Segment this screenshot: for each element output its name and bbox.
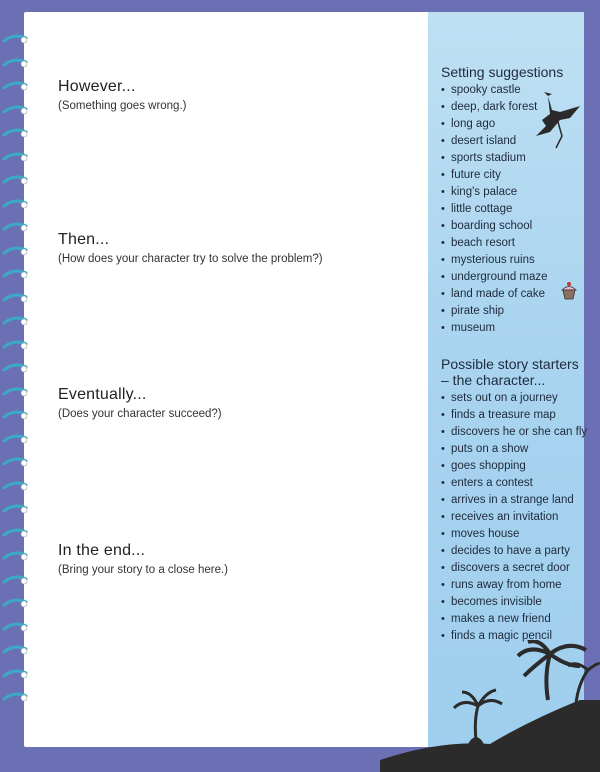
prompt-hint: (Does your character succeed?) (58, 408, 222, 420)
bullet: • (441, 271, 445, 283)
spiral-coil (2, 340, 28, 351)
list-item-text: land made of cake (451, 288, 545, 300)
starter-item (441, 577, 591, 594)
story-starters (441, 356, 591, 645)
list-item-text: discovers he or she can fly (451, 426, 588, 438)
spiral-coil (2, 128, 28, 139)
spiral-coil (2, 58, 28, 69)
list-item-text: sports stadium (451, 152, 526, 164)
bullet: • (441, 254, 445, 266)
bullet: • (441, 630, 445, 642)
bullet: • (441, 152, 445, 164)
list-item-text: receives an invitation (451, 511, 559, 523)
bullet: • (441, 220, 445, 232)
list-item-text: sets out on a journey (451, 392, 558, 404)
starters-subtitle: – the character... (441, 372, 546, 388)
starter-item (441, 441, 591, 458)
spiral-coil (2, 692, 28, 703)
starter-item (441, 424, 591, 441)
setting-item (441, 252, 581, 269)
spiral-coil (2, 551, 28, 562)
spiral-coil (2, 34, 28, 45)
spiral-coil (2, 481, 28, 492)
spiral-coil (2, 222, 28, 233)
bullet: • (441, 579, 445, 591)
prompt-however (58, 78, 186, 112)
bullet: • (441, 322, 445, 334)
spiral-coil (2, 598, 28, 609)
bullet: • (441, 186, 445, 198)
starter-item (441, 390, 591, 407)
setting-title: Setting suggestions (441, 64, 564, 80)
spiral-coil (2, 575, 28, 586)
starter-item (441, 492, 591, 509)
starter-item (441, 611, 591, 628)
bullet: • (441, 305, 445, 317)
spiral-coil (2, 199, 28, 210)
list-item-text: arrives in a strange land (451, 494, 574, 506)
list-item-text: runs away from home (451, 579, 562, 591)
list-item-text: spooky castle (451, 84, 521, 96)
spiral-coil (2, 504, 28, 515)
setting-item (441, 167, 581, 184)
bullet: • (441, 443, 445, 455)
list-item-text: long ago (451, 118, 496, 130)
list-item-text: pirate ship (451, 305, 505, 317)
starters-title: Possible story starters (441, 356, 579, 372)
spiral-coil (2, 434, 28, 445)
list-item-text: deep, dark forest (451, 101, 538, 113)
setting-item (441, 218, 581, 235)
list-item-text: goes shopping (451, 460, 526, 472)
starter-item (441, 407, 591, 424)
bullet: • (441, 528, 445, 540)
spiral-coil (2, 645, 28, 656)
prompt-heading: Eventually... (58, 386, 147, 403)
spiral-coil (2, 528, 28, 539)
bullet: • (441, 596, 445, 608)
list-item-text: puts on a show (451, 443, 529, 455)
list-item-text: decides to have a party (451, 545, 570, 557)
bullet: • (441, 135, 445, 147)
setting-item (441, 184, 581, 201)
list-item-text: beach resort (451, 237, 515, 249)
spiral-coil (2, 669, 28, 680)
pterodactyl-icon (530, 92, 586, 150)
list-item-text: finds a magic pencil (451, 630, 552, 642)
list-item-text: moves house (451, 528, 520, 540)
bullet: • (441, 545, 445, 557)
list-item-text: finds a treasure map (451, 409, 556, 421)
spiral-binding (0, 34, 30, 734)
list-item-text: desert island (451, 135, 517, 147)
palm-island-icon (380, 640, 600, 772)
bullet: • (441, 477, 445, 489)
bullet: • (441, 237, 445, 249)
starter-item (441, 475, 591, 492)
prompt-heading: Then... (58, 231, 110, 248)
starter-item (441, 560, 591, 577)
setting-item (441, 235, 581, 252)
spiral-coil (2, 269, 28, 280)
spiral-coil (2, 410, 28, 421)
bullet: • (441, 511, 445, 523)
bullet: • (441, 288, 445, 300)
setting-item (441, 201, 581, 218)
starter-item (441, 526, 591, 543)
list-item-text: boarding school (451, 220, 533, 232)
bullet: • (441, 392, 445, 404)
spiral-coil (2, 316, 28, 327)
setting-item (441, 320, 581, 337)
bullet: • (441, 169, 445, 181)
list-item-text: museum (451, 322, 496, 334)
bullet: • (441, 494, 445, 506)
list-item-text: little cottage (451, 203, 513, 215)
starters-list (441, 390, 591, 645)
cupcake-icon (560, 281, 578, 301)
spiral-coil (2, 105, 28, 116)
spiral-coil (2, 457, 28, 468)
list-item-text: enters a contest (451, 477, 533, 489)
starter-item (441, 594, 591, 611)
setting-item (441, 150, 581, 167)
spiral-coil (2, 246, 28, 257)
spiral-coil (2, 387, 28, 398)
bullet: • (441, 562, 445, 574)
bullet: • (441, 460, 445, 472)
list-item-text: discovers a secret door (451, 562, 570, 574)
list-item-text: makes a new friend (451, 613, 551, 625)
list-item-text: becomes invisible (451, 596, 542, 608)
spiral-coil (2, 175, 28, 186)
bullet: • (441, 118, 445, 130)
prompt-hint: (Something goes wrong.) (58, 100, 187, 112)
setting-item (441, 303, 581, 320)
list-item-text: future city (451, 169, 501, 181)
bullet: • (441, 613, 445, 625)
prompt-hint: (How does your character try to solve the problem?) (58, 253, 323, 265)
starter-item (441, 543, 591, 560)
bullet: • (441, 426, 445, 438)
starter-item (441, 509, 591, 526)
bullet: • (441, 409, 445, 421)
spiral-coil (2, 363, 28, 374)
prompt-hint: (Bring your story to a close here.) (58, 564, 229, 576)
bullet: • (441, 101, 445, 113)
list-item-text: king's palace (451, 186, 518, 198)
prompt-eventually (58, 386, 222, 420)
starter-item (441, 458, 591, 475)
list-item-text: mysterious ruins (451, 254, 535, 266)
prompt-in-the-end (58, 542, 228, 576)
spiral-coil (2, 152, 28, 163)
bullet: • (441, 203, 445, 215)
bullet: • (441, 84, 445, 96)
spiral-coil (2, 622, 28, 633)
spiral-coil (2, 293, 28, 304)
list-item-text: underground maze (451, 271, 548, 283)
spiral-coil (2, 81, 28, 92)
prompt-heading: However... (58, 78, 136, 95)
prompt-then (58, 231, 323, 265)
prompt-heading: In the end... (58, 542, 146, 559)
